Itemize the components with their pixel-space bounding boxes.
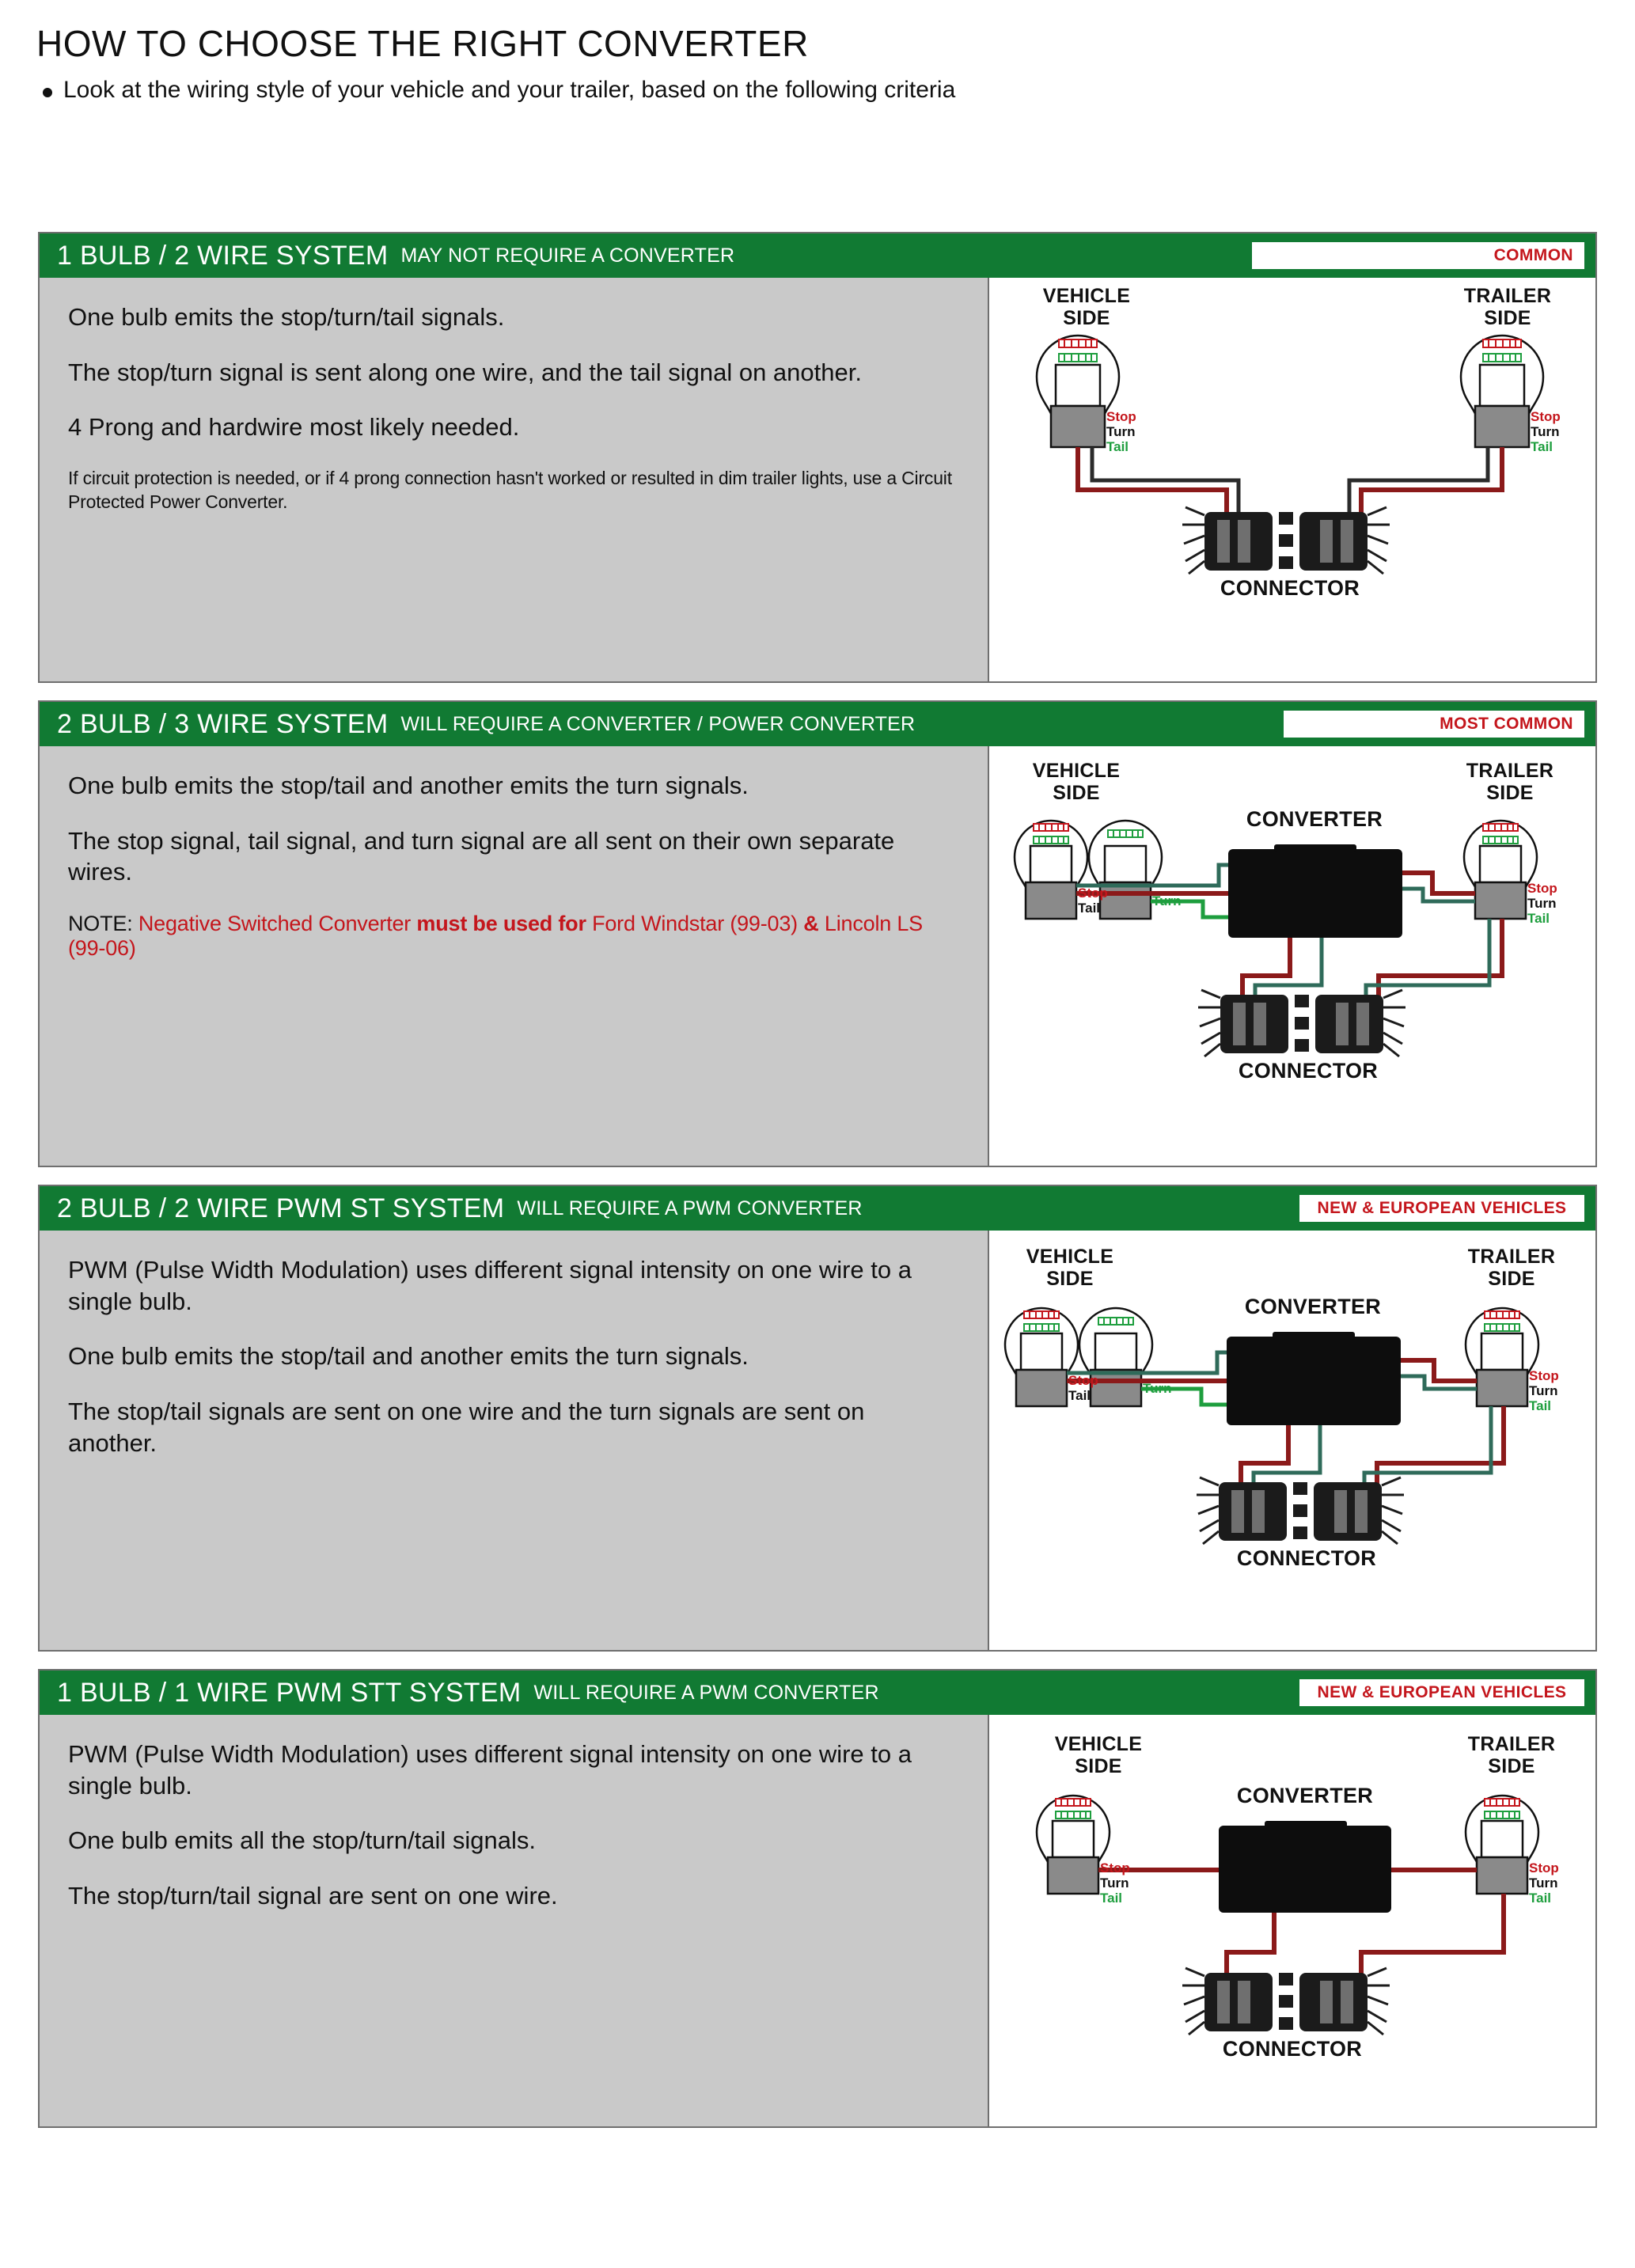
status-badge: NEW & EUROPEAN VEHICLES (1299, 1679, 1584, 1706)
connector-label: CONNECTOR (1236, 1546, 1377, 1570)
section-body (40, 746, 1595, 1166)
converter-box (1219, 1821, 1391, 1913)
trailer-bulb-signals: Stop Turn Tail (1529, 1368, 1559, 1414)
trailer-side-label: TRAILER SIDE (1463, 285, 1552, 329)
vehicle-bulb-signals: Stop Turn Tail (1106, 409, 1136, 455)
section-title: 2 BULB / 2 WIRE PWM ST SYSTEM (57, 1193, 505, 1223)
section-body (40, 278, 1595, 681)
connector (1197, 1477, 1404, 1544)
vehicle-bulb-a-signals: Stop Tail (1078, 886, 1108, 916)
connector-label: CONNECTOR (1220, 576, 1360, 600)
paragraph: One bulb emits the stop/turn/tail signals. (68, 303, 505, 331)
vehicle-bulb-signals: Stop Turn Tail (1100, 1860, 1130, 1906)
status-badge: NEW & EUROPEAN VEHICLES (1299, 1195, 1584, 1222)
bullet-icon (43, 88, 52, 97)
vehicle-side-label: VEHICLE SIDE (1032, 760, 1121, 804)
section-header (40, 233, 1595, 278)
converter-box (1228, 844, 1402, 938)
wiring-diagram (989, 1231, 1595, 1650)
section-one-bulb-two-wire (38, 232, 1597, 683)
diagram-svg-1 (989, 278, 1591, 681)
section-subtitle: MAY NOT REQUIRE A CONVERTER (400, 244, 735, 267)
vehicle-bulb-a (1005, 1308, 1078, 1406)
section-body (40, 1715, 1595, 2126)
paragraph: 4 Prong and hardwire most likely needed. (68, 413, 520, 442)
section-header (40, 1186, 1595, 1231)
wiring-diagram (989, 278, 1595, 681)
vehicle-side-label: VEHICLE SIDE (1042, 285, 1131, 329)
converter-label: CONVERTER (1244, 1295, 1382, 1318)
section-one-bulb-one-wire-pwm-stt (38, 1669, 1597, 2128)
connector-label: CONNECTOR (1238, 1059, 1379, 1083)
section-diagram-panel (989, 746, 1595, 1166)
vehicle-bulb-a (1015, 821, 1087, 919)
connector (1182, 1968, 1390, 2035)
vehicle-bulb-a-signals: Stop Tail (1068, 1373, 1098, 1404)
wiring-diagram (989, 746, 1595, 1166)
paragraph: PWM (Pulse Width Modulation) uses different signal intensity on one wire to a single bulb. (68, 1256, 912, 1315)
trailer-bulb (1464, 821, 1537, 919)
paragraph: The stop signal, tail signal, and turn signal are all sent on their own separate wires. (68, 826, 895, 886)
paragraph: One bulb emits the stop/tail and another emits the turn signals. (68, 772, 749, 799)
lead-text: Look at the wiring style of your vehicle and your trailer, based on the following criteria (63, 77, 956, 103)
note-red-3: Lincoln LS (99-06) (68, 912, 923, 961)
trailer-side-label: TRAILER SIDE (1467, 1246, 1556, 1290)
section-subtitle: WILL REQUIRE A CONVERTER / POWER CONVERTER (400, 712, 916, 735)
fineprint: If circuit protection is needed, or if 4 prong connection hasn't worked or resulted in dim trailer lights, use a Circuit Protected Power Converter. (68, 468, 952, 512)
trailer-bulb-signals: Stop Turn Tail (1529, 1860, 1559, 1906)
diagram-svg-3 (989, 1231, 1591, 1650)
status-badge: COMMON (1252, 242, 1584, 269)
header-spacer (22, 105, 1613, 232)
paragraph: The stop/tail signals are sent on one wire and the turn signals are sent on another. (68, 1398, 865, 1457)
status-badge: MOST COMMON (1284, 711, 1584, 738)
section-text-panel (40, 746, 989, 1166)
note-bold: must be used for (416, 912, 586, 936)
converter-label: CONVERTER (1246, 807, 1383, 831)
note-red-2: Ford Windstar (99-03) (592, 912, 798, 936)
paragraph: The stop/turn signal is sent along one wire, and the tail signal on another. (68, 358, 862, 386)
section-diagram-panel (989, 1231, 1595, 1650)
trailer-bulb (1466, 1796, 1538, 1894)
section-two-bulb-three-wire (38, 700, 1597, 1167)
wiring-diagram (989, 1715, 1595, 2126)
trailer-side-label: TRAILER SIDE (1466, 760, 1554, 804)
paragraph: The stop/turn/tail signal are sent on one wire. (68, 1882, 558, 1910)
section-diagram-panel (989, 278, 1595, 681)
vehicle-side-label: VEHICLE SIDE (1054, 1733, 1143, 1777)
converter-label: CONVERTER (1236, 1784, 1374, 1807)
paragraph: One bulb emits all the stop/turn/tail signals. (68, 1826, 537, 1855)
section-subtitle: WILL REQUIRE A PWM CONVERTER (517, 1197, 863, 1219)
converter-box (1227, 1332, 1401, 1425)
section-title: 1 BULB / 2 WIRE SYSTEM (57, 240, 389, 271)
trailer-side-label: TRAILER SIDE (1467, 1733, 1556, 1777)
vehicle-bulb-b-signals: Turn (1152, 893, 1182, 908)
note-amp: & (803, 912, 819, 936)
vehicle-bulb (1037, 1796, 1110, 1894)
trailer-bulb-signals: Stop Turn Tail (1531, 409, 1561, 455)
section-header (40, 702, 1595, 746)
note (68, 912, 959, 961)
vehicle-bulb-b-signals: Turn (1143, 1381, 1172, 1396)
section-diagram-panel (989, 1715, 1595, 2126)
section-header (40, 1671, 1595, 1715)
note-label: NOTE: (68, 912, 133, 936)
trailer-bulb (1466, 1308, 1538, 1406)
section-title: 1 BULB / 1 WIRE PWM STT SYSTEM (57, 1677, 522, 1708)
connector-label: CONNECTOR (1222, 2037, 1363, 2061)
section-subtitle: WILL REQUIRE A PWM CONVERTER (533, 1681, 879, 1704)
paragraph: One bulb emits the stop/tail and another emits the turn signals. (68, 1342, 749, 1371)
trailer-bulb-signals: Stop Turn Tail (1527, 881, 1557, 927)
vehicle-side-label: VEHICLE SIDE (1026, 1246, 1114, 1290)
lead-bullet-row (43, 74, 1613, 105)
note-red-1: Negative Switched Converter (138, 912, 412, 936)
section-text-panel (40, 1715, 989, 2126)
connector (1198, 990, 1405, 1056)
paragraph: PWM (Pulse Width Modulation) uses different signal intensity on one wire to a single bulb. (68, 1740, 912, 1800)
page-title: HOW TO CHOOSE THE RIGHT CONVERTER (36, 23, 809, 64)
connector (1182, 507, 1390, 574)
section-two-bulb-two-wire-pwm-st (38, 1185, 1597, 1652)
section-text-panel (40, 1231, 989, 1650)
section-body (40, 1231, 1595, 1650)
section-title: 2 BULB / 3 WIRE SYSTEM (57, 708, 389, 739)
section-text-panel (40, 278, 989, 681)
